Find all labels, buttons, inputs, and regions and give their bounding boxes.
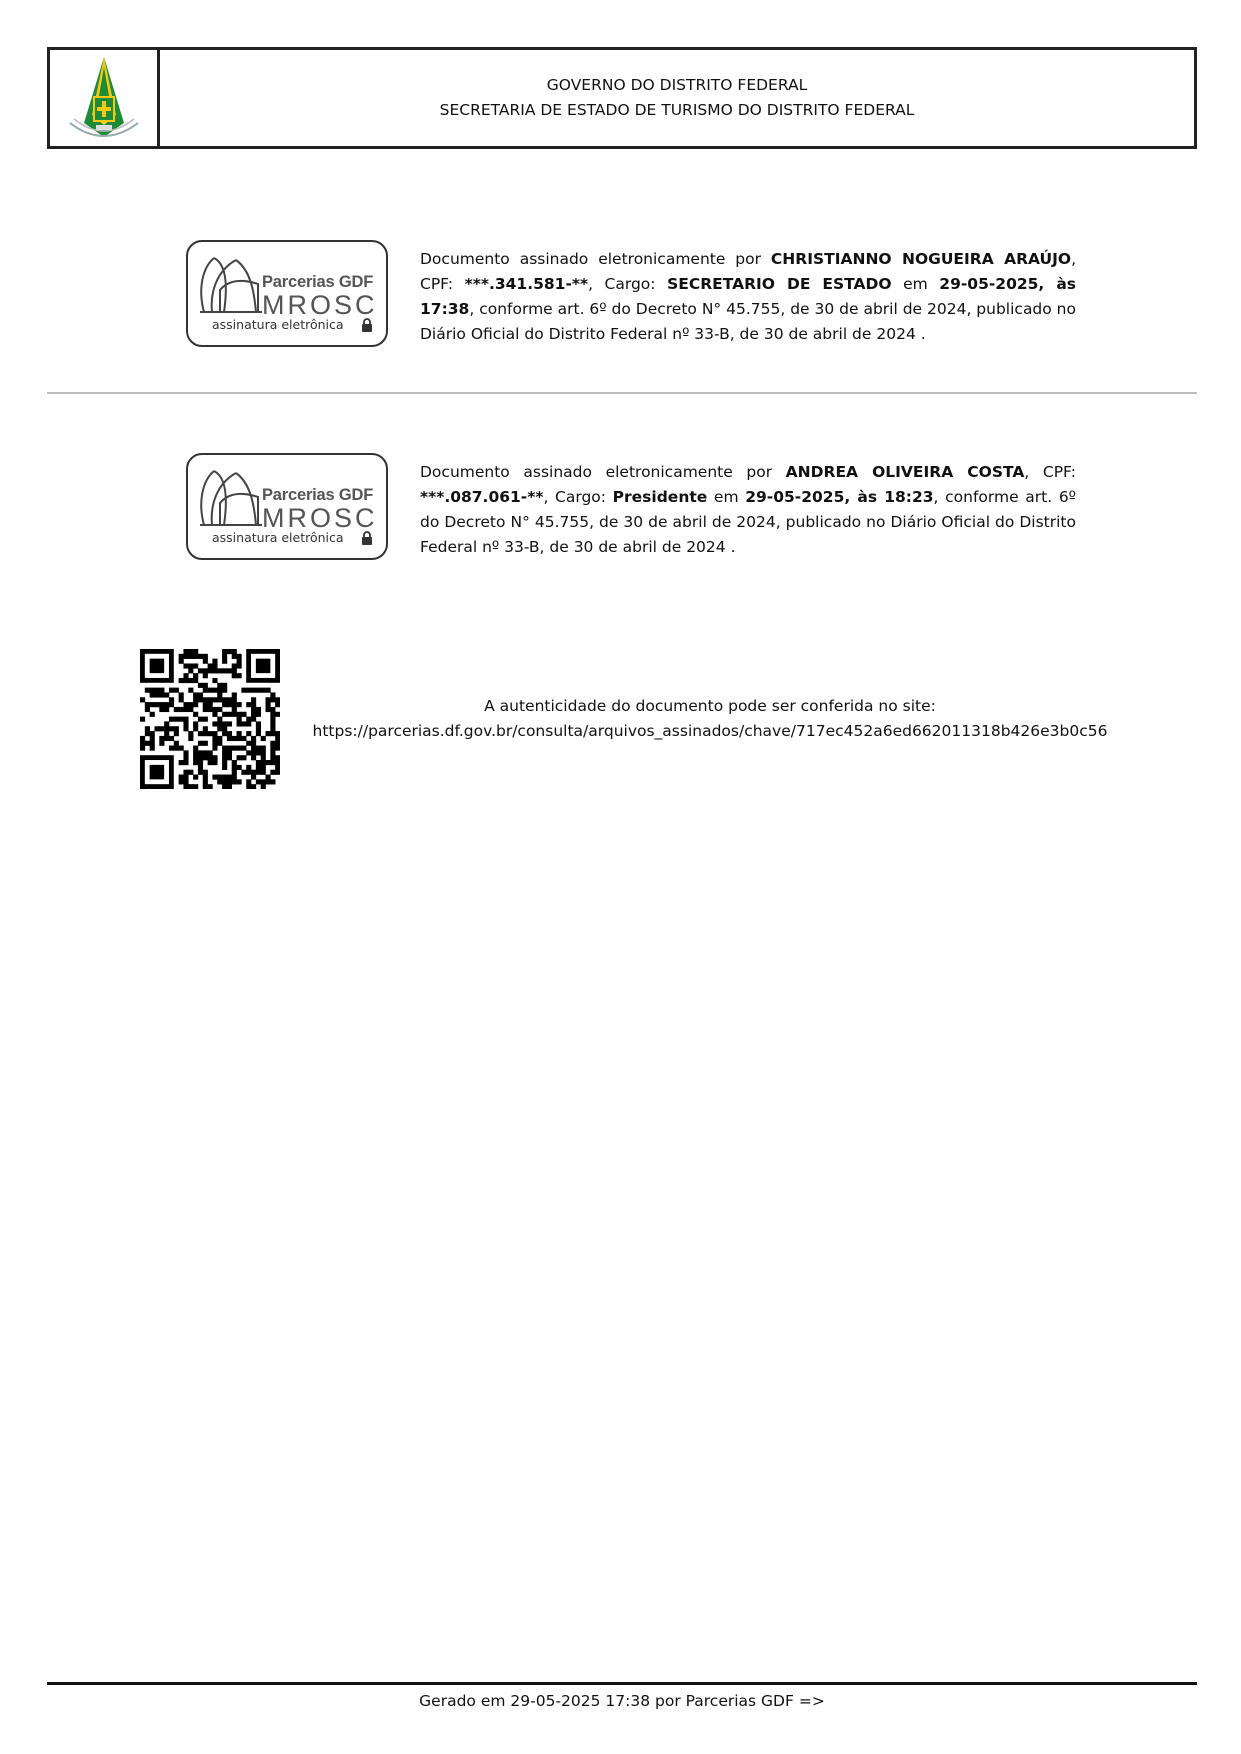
stamp-brand: Parcerias GDF bbox=[262, 273, 374, 291]
petals-icon bbox=[196, 250, 266, 316]
gdf-coat-of-arms-icon bbox=[64, 53, 144, 143]
signature-block bbox=[186, 453, 1076, 563]
lock-icon bbox=[361, 531, 373, 545]
stamp-product: MROSC bbox=[262, 290, 378, 320]
divider bbox=[47, 392, 1197, 394]
verification-block bbox=[300, 694, 1120, 744]
cargo-label: , Cargo: bbox=[588, 275, 668, 293]
signature-prefix: Documento assinado eletronicamente por bbox=[420, 250, 771, 268]
em-label: em bbox=[891, 275, 940, 293]
signature-stamp bbox=[186, 453, 388, 560]
footer-rule bbox=[47, 1682, 1197, 1685]
signature-text bbox=[420, 247, 1076, 347]
signature-prefix: Documento assinado eletronicamente por bbox=[420, 463, 786, 481]
cpf-label: , CPF: bbox=[420, 250, 1077, 293]
signer-name: ANDREA OLIVEIRA COSTA bbox=[785, 463, 1025, 481]
lock-icon bbox=[361, 318, 373, 332]
signature-datetime: 29-05-2025, às 17:38 bbox=[420, 275, 1076, 318]
signature-stamp bbox=[186, 240, 388, 347]
em-label: em bbox=[707, 488, 746, 506]
cpf-label: , CPF: bbox=[1024, 463, 1076, 481]
footer-text: Gerado em 29-05-2025 17:38 por Parcerias GDF => bbox=[419, 1692, 825, 1710]
document-header bbox=[47, 47, 1197, 149]
stamp-brand: Parcerias GDF bbox=[262, 486, 374, 504]
signer-cpf: ***.341.581-** bbox=[464, 275, 589, 293]
legal-reference: , conforme art. 6º do Decreto N° 45.755, de 30 de abril de 2024, publicado no Diário Oficial do Distrito Federal nº 33-B, de 30 de abril de 2024 . bbox=[420, 488, 1076, 556]
signer-role: Presidente bbox=[612, 488, 708, 506]
verification-url[interactable]: https://parcerias.df.gov.br/consulta/arquivos_assinados/chave/717ec452a6ed662011318b426e3b0c56 bbox=[312, 722, 1108, 740]
government-name: GOVERNO DO DISTRITO FEDERAL bbox=[546, 76, 808, 94]
signer-role: SECRETARIO DE ESTADO bbox=[667, 275, 892, 293]
stamp-subtitle: assinatura eletrônica bbox=[212, 530, 344, 545]
verification-label: A autenticidade do documento pode ser conferida no site: bbox=[484, 697, 936, 715]
stamp-product: MROSC bbox=[262, 503, 378, 533]
qr-code-icon[interactable] bbox=[140, 649, 280, 789]
legal-reference: , conforme art. 6º do Decreto N° 45.755, de 30 de abril de 2024, publicado no Diário Oficial do Distrito Federal nº 33-B, de 30 de abril de 2024 . bbox=[420, 300, 1076, 343]
header-title bbox=[160, 50, 1194, 146]
signer-cpf: ***.087.061-** bbox=[420, 488, 544, 506]
signature-block bbox=[186, 240, 1076, 350]
logo-cell bbox=[50, 50, 160, 146]
signature-datetime: 29-05-2025, às 18:23 bbox=[745, 488, 934, 506]
cargo-label: , Cargo: bbox=[543, 488, 613, 506]
petals-icon bbox=[196, 463, 266, 529]
signer-name: CHRISTIANNO NOGUEIRA ARAÚJO bbox=[770, 250, 1072, 268]
secretariat-name: SECRETARIA DE ESTADO DE TURISMO DO DISTRITO FEDERAL bbox=[439, 101, 915, 119]
signature-text bbox=[420, 460, 1076, 560]
stamp-subtitle: assinatura eletrônica bbox=[212, 317, 344, 332]
